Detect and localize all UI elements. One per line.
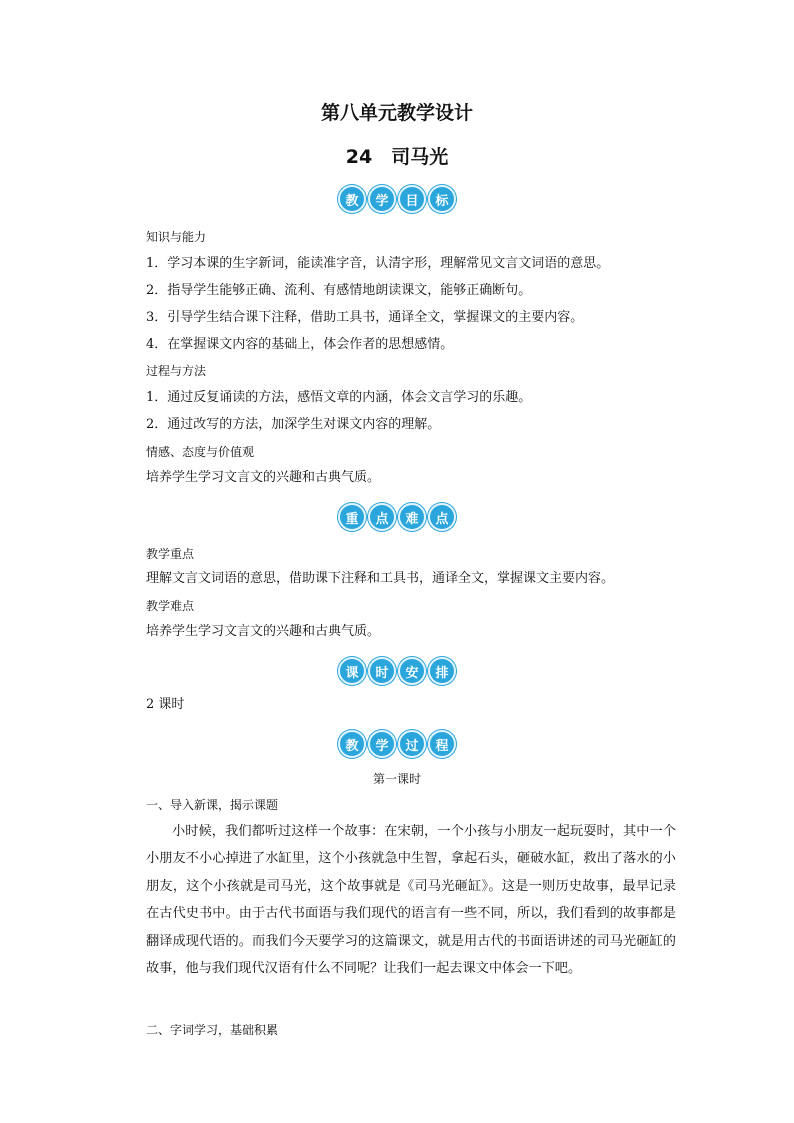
knowledge-item: 3．引导学生结合课下注释，借助工具书，通译全文，掌握课文的主要内容。: [146, 310, 584, 325]
process-badge: [0, 730, 794, 758]
schedule-badge: [0, 657, 794, 685]
badge-char: 点: [368, 503, 396, 531]
key-points-badge: [0, 503, 794, 531]
unit-title: 第八单元教学设计: [320, 102, 473, 124]
badge-char: 程: [428, 730, 456, 758]
badge-char: 难: [398, 503, 426, 531]
badge-char: 学: [368, 185, 396, 213]
emotion-heading: 情感、态度与价值观: [146, 445, 255, 459]
section-heading: 二、字词学习，基础积累: [146, 1023, 279, 1037]
key-heading: 教学重点: [146, 547, 195, 561]
knowledge-heading: 知识与能力: [146, 230, 207, 244]
knowledge-item: 4．在掌握课文内容的基础上，体会作者的思想感情。: [146, 337, 454, 352]
schedule-text: 2 课时: [146, 697, 185, 712]
emotion-text: 培养学生学习文言文的兴趣和古典气质。: [146, 470, 381, 485]
intro-paragraph: 小时候，我们都听过这样一个故事：在宋朝，一个小孩与小朋友一起玩耍时，其中一个小朋友不小心掉进了水缸里，这个小孩就急中生智，拿起石头，砸破水缸，救出了落水的小朋友，这个小孩就是司马光，这个故事就是《司马光砸缸》。这是一则历史故事，最早记录在古代史书中。由于古代书面语与我们现代的语言有一些不同，所以，我们看到的故事都是翻译成现代语的。而我们今天要学习的这篇课文，就是用古代的书面语讲述的司马光砸缸的故事，他与我们现代汉语有什么不同呢？让我们一起去课文中体会一下吧。: [146, 824, 676, 977]
knowledge-item: 2．指导学生能够正确、流利、有感情地朗读课文，能够正确断句。: [146, 283, 532, 298]
difficult-text: 培养学生学习文言文的兴趣和古典气质。: [146, 624, 381, 639]
badge-char: 标: [428, 185, 456, 213]
badge-char: 教: [338, 730, 366, 758]
badge-char: 排: [428, 657, 456, 685]
badge-char: 教: [338, 185, 366, 213]
period-label: 第一课时: [372, 772, 421, 786]
process-method-item: 2．通过改写的方法，加深学生对课文内容的理解。: [146, 417, 441, 432]
process-method-item: 1．通过反复诵读的方法，感悟文章的内涵，体会文言学习的乐趣。: [146, 390, 532, 405]
badge-char: 学: [368, 730, 396, 758]
process-method-heading: 过程与方法: [146, 364, 207, 378]
badge-char: 点: [428, 503, 456, 531]
badge-char: 重: [338, 503, 366, 531]
lesson-title: 24 司马光: [345, 146, 449, 168]
badge-char: 目: [398, 185, 426, 213]
badge-char: 时: [368, 657, 396, 685]
objectives-badge: [0, 185, 794, 213]
key-text: 理解文言文词语的意思，借助课下注释和工具书，通译全文，掌握课文主要内容。: [146, 571, 615, 586]
badge-char: 过: [398, 730, 426, 758]
difficult-heading: 教学难点: [146, 599, 195, 613]
badge-char: 课: [338, 657, 366, 685]
knowledge-item: 1．学习本课的生字新词，能读准字音，认清字形，理解常见文言文词语的意思。: [146, 256, 610, 271]
section-heading: 一、导入新课，揭示课题: [146, 798, 279, 812]
badge-char: 安: [398, 657, 426, 685]
